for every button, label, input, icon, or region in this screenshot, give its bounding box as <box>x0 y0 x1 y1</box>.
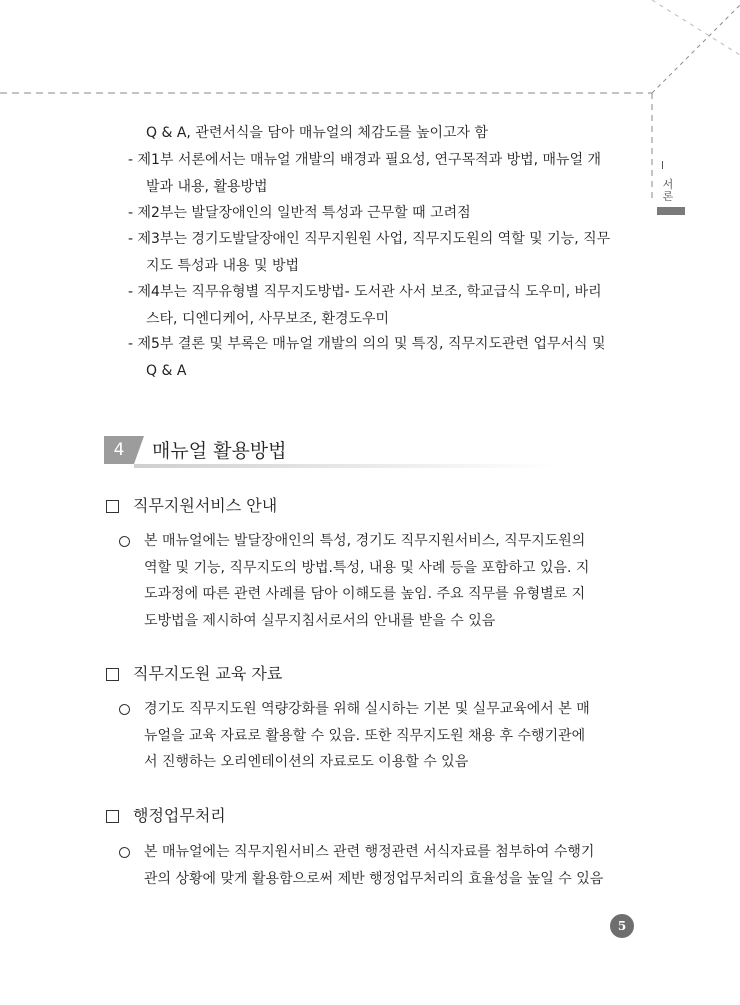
circle-bullet-icon <box>119 536 130 547</box>
side-tab-roman-mark <box>662 161 663 169</box>
intro-item-line: 스타, 디엔디케어, 사무보조, 환경도우미 <box>146 310 390 327</box>
body-line: 경기도 직무지도원 역량강화를 위해 실시하는 기본 및 실무교육에서 본 매 <box>144 701 590 717</box>
subsection-body <box>144 843 603 896</box>
section-badge-notch <box>134 436 144 464</box>
intro-lead-line: Q & A, 관련서식을 담아 매뉴얼의 체감도를 높이고자 함 <box>146 125 489 141</box>
body-line: 뉴얼을 교육 자료로 활용할 수 있음. 또한 직무지도원 채용 후 수행기관에 <box>144 727 586 744</box>
subsection-heading: 직무지도원 교육 자료 <box>133 664 283 683</box>
intro-item-line: - 제4부는 직무유형별 직무지도방법- 도서관 사서 보조, 학교급식 도우미, 바리 <box>128 284 602 300</box>
circle-bullet-icon <box>119 704 130 715</box>
body-line: 본 매뉴얼에는 발달장애인의 특성, 경기도 직무지원서비스, 직무지도원의 <box>144 533 586 549</box>
body-line: 본 매뉴얼에는 직무지원서비스 관련 행정관련 서식자료를 첨부하여 수행기 <box>144 844 595 860</box>
subsection-body <box>144 532 589 638</box>
intro-item-line: Q & A <box>146 362 187 379</box>
section-title: 매뉴얼 활용방법 <box>152 440 287 462</box>
intro-item-line: - 제5부 결론 및 부록은 매뉴얼 개발의 의의 및 특징, 직무지도관련 업무서식 및 <box>128 336 606 352</box>
section-underline <box>134 464 554 468</box>
intro-item-line: - 제2부는 발달장애인의 일반적 특성과 근무할 때 고려점 <box>128 205 471 221</box>
side-tab-bar <box>657 207 685 215</box>
subsection-body <box>144 700 590 780</box>
body-line: 서 진행하는 오리엔테이션의 자료로도 이용할 수 있음 <box>144 754 469 770</box>
intro-item-line: 발과 내용, 활용방법 <box>146 178 268 195</box>
intro-item-line: 지도 특성과 내용 및 방법 <box>146 257 300 274</box>
subsection-heading: 직무지원서비스 안내 <box>133 496 278 515</box>
square-bullet-icon <box>106 810 119 823</box>
side-tab-label: 서론 <box>662 178 674 203</box>
intro-item-2 <box>128 204 471 231</box>
square-bullet-icon <box>106 500 119 513</box>
body-line: 도과정에 따른 관련 사례를 담아 이해도를 높임. 주요 직무를 유형별로 지 <box>144 586 586 602</box>
page-number: 5 <box>610 914 634 938</box>
intro-item-1 <box>128 151 601 204</box>
intro-item-4 <box>128 283 602 336</box>
body-line: 관의 상황에 맞게 활용함으로써 제반 행정업무처리의 효율성을 높일 수 있음 <box>144 870 604 887</box>
body-line: 역할 및 기능, 직무지도의 방법.특성, 내용 및 사례 등을 포함하고 있음. 지 <box>144 559 590 576</box>
subsection-heading: 행정업무처리 <box>133 806 226 825</box>
intro-item-5 <box>128 335 606 388</box>
intro-item-line: - 제1부 서론에서는 매뉴얼 개발의 배경과 필요성, 연구목적과 방법, 매뉴얼 개 <box>128 152 602 168</box>
body-line: 도방법을 제시하여 실무지침서로서의 안내를 받을 수 있음 <box>144 612 496 629</box>
intro-item-line: - 제3부는 경기도발달장애인 직무지원원 사업, 직무지도원의 역할 및 기능, 직무 <box>128 231 611 247</box>
square-bullet-icon <box>106 668 119 681</box>
section-number-badge: 4 <box>104 436 134 464</box>
intro-item-3 <box>128 230 610 283</box>
circle-bullet-icon <box>119 847 130 858</box>
